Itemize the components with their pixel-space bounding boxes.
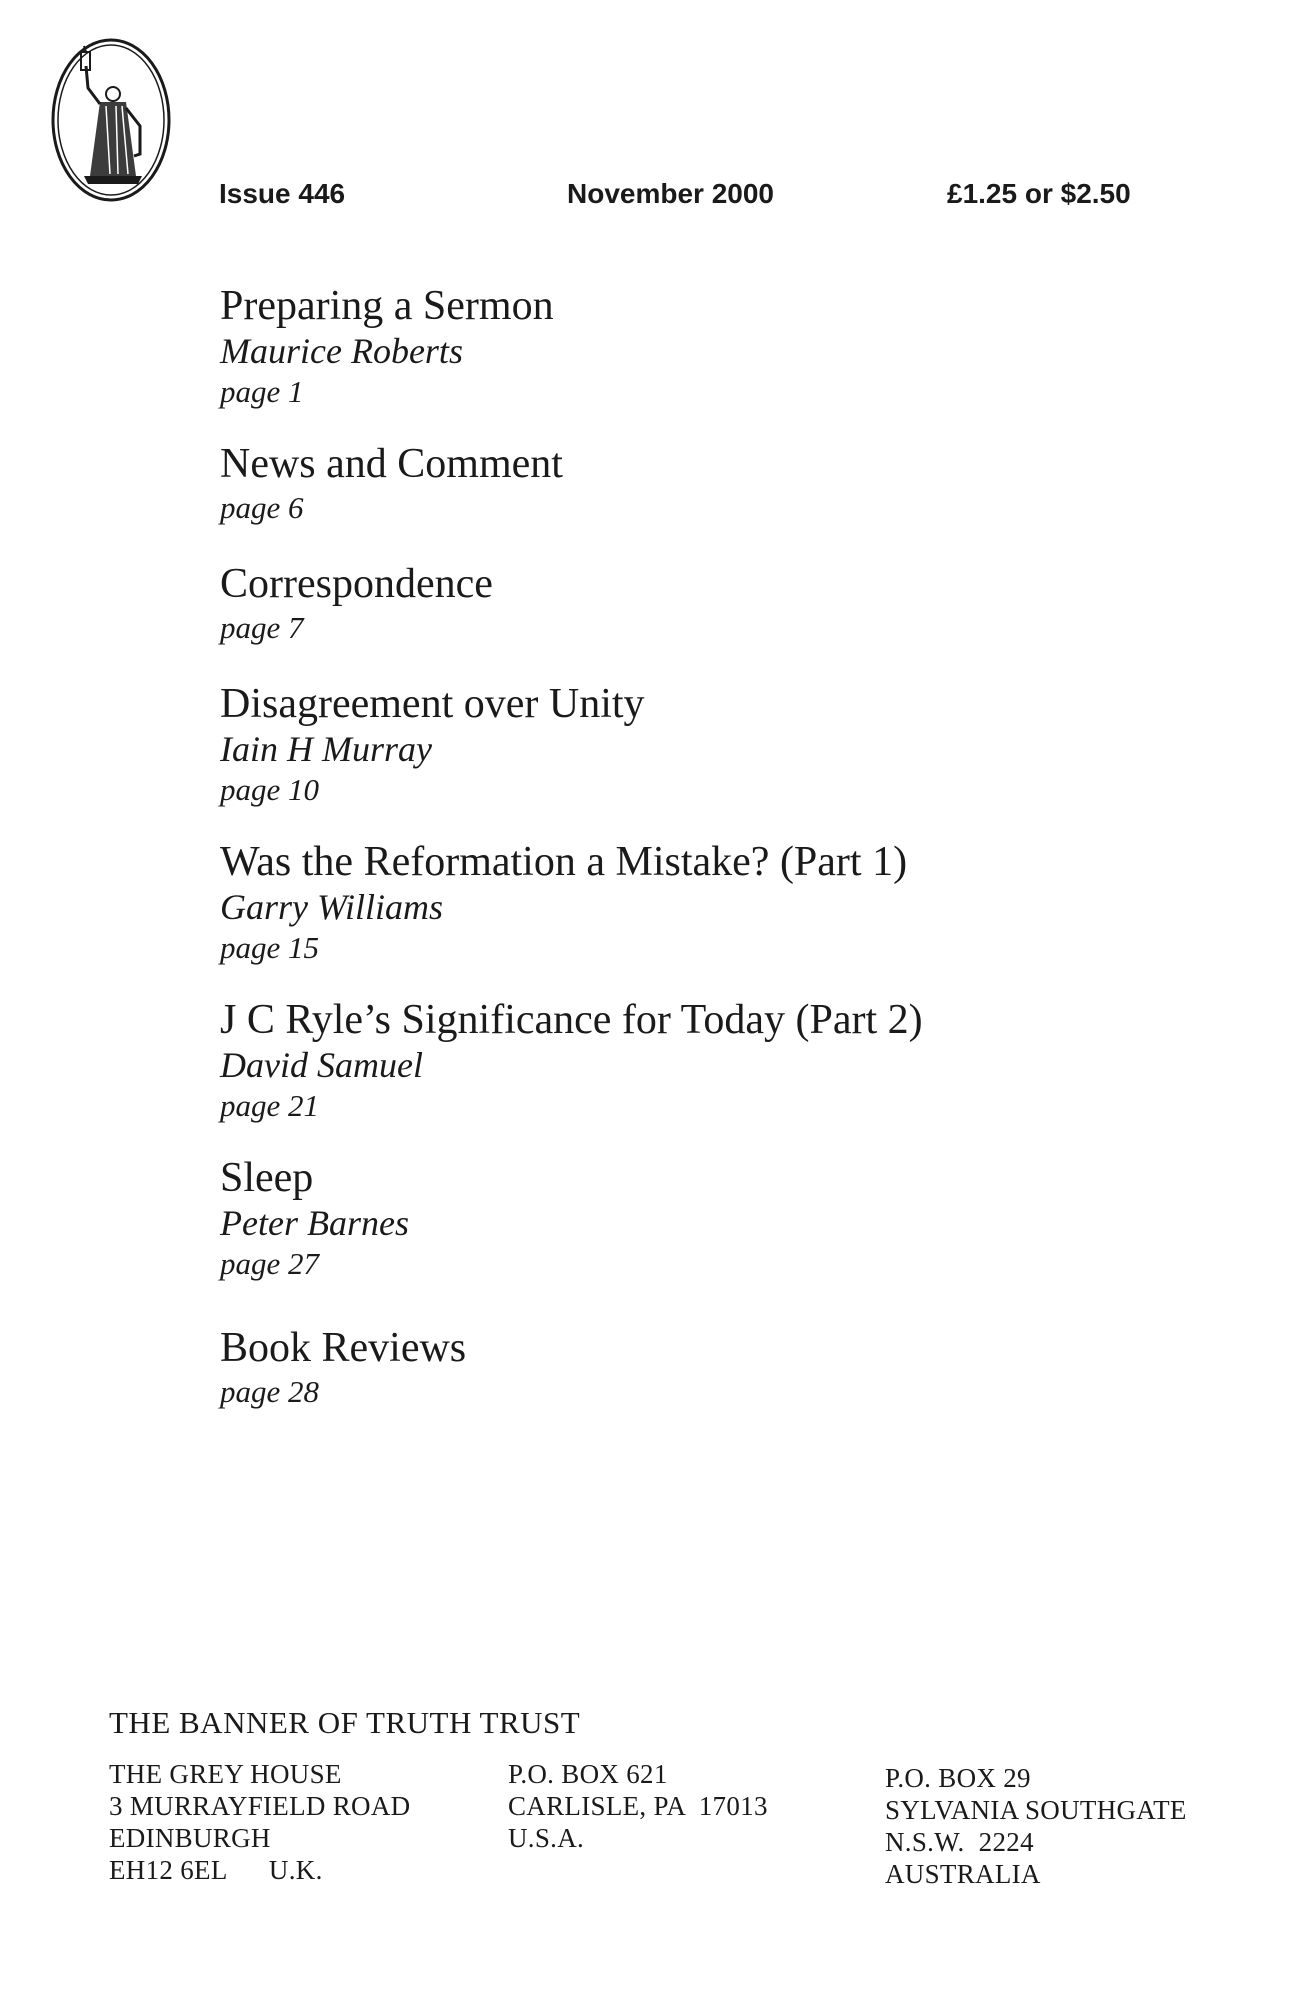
article-author: Maurice Roberts bbox=[220, 331, 463, 371]
address-line: CARLISLE, PA 17013 bbox=[508, 1791, 768, 1821]
toc-entry[interactable] bbox=[220, 440, 1220, 528]
reformer-figure-seal-icon bbox=[50, 36, 172, 204]
article-title[interactable]: Disagreement over Unity bbox=[220, 681, 645, 727]
article-page: page 6 bbox=[220, 490, 304, 525]
toc-entry[interactable] bbox=[220, 1154, 1220, 1284]
toc-entry[interactable] bbox=[220, 1324, 1220, 1412]
article-page: page 10 bbox=[220, 772, 320, 807]
address-line: EDINBURGH bbox=[109, 1823, 271, 1853]
article-author: Iain H Murray bbox=[220, 729, 432, 769]
article-author: Peter Barnes bbox=[220, 1203, 409, 1243]
article-author: Garry Williams bbox=[220, 887, 444, 927]
toc-entry[interactable] bbox=[220, 996, 1220, 1126]
address-australia bbox=[885, 1762, 1187, 1890]
article-title[interactable]: Preparing a Sermon bbox=[220, 283, 554, 329]
address-line: SYLVANIA SOUTHGATE bbox=[885, 1795, 1187, 1825]
address-usa bbox=[508, 1758, 768, 1854]
table-of-contents bbox=[220, 282, 1220, 1412]
toc-entry[interactable] bbox=[220, 282, 1220, 412]
article-page: page 1 bbox=[220, 374, 304, 409]
article-title[interactable]: Sleep bbox=[220, 1155, 314, 1201]
address-line: 3 MURRAYFIELD ROAD bbox=[109, 1791, 411, 1821]
address-line: AUSTRALIA bbox=[885, 1859, 1041, 1889]
article-page: page 28 bbox=[220, 1374, 320, 1409]
issue-number: Issue 446 bbox=[219, 178, 346, 209]
publisher-name: THE BANNER OF TRUTH TRUST bbox=[109, 1705, 581, 1740]
address-uk bbox=[109, 1758, 410, 1886]
address-line: U.S.A. bbox=[508, 1823, 585, 1853]
issue-price: £1.25 or $2.50 bbox=[947, 178, 1131, 209]
toc-entry[interactable] bbox=[220, 838, 1220, 968]
article-title[interactable]: Correspondence bbox=[220, 561, 493, 607]
address-line: P.O. BOX 29 bbox=[885, 1763, 1031, 1793]
article-page: page 7 bbox=[220, 610, 304, 645]
address-line: THE GREY HOUSE bbox=[109, 1759, 342, 1789]
address-line: P.O. BOX 621 bbox=[508, 1759, 668, 1789]
article-title[interactable]: J C Ryle’s Significance for Today (Part 2) bbox=[220, 997, 923, 1043]
toc-entry[interactable] bbox=[220, 680, 1220, 810]
article-page: page 15 bbox=[220, 930, 320, 965]
article-page: page 21 bbox=[220, 1088, 320, 1123]
article-title[interactable]: Was the Reformation a Mistake? (Part 1) bbox=[220, 839, 908, 885]
issue-date: November 2000 bbox=[567, 178, 775, 209]
address-line: N.S.W. 2224 bbox=[885, 1827, 1034, 1857]
article-page: page 27 bbox=[220, 1246, 320, 1281]
article-author: David Samuel bbox=[220, 1045, 423, 1085]
toc-entry[interactable] bbox=[220, 560, 1220, 648]
article-title[interactable]: News and Comment bbox=[220, 441, 563, 487]
address-line: EH12 6EL U.K. bbox=[109, 1855, 323, 1885]
article-title[interactable]: Book Reviews bbox=[220, 1325, 467, 1371]
